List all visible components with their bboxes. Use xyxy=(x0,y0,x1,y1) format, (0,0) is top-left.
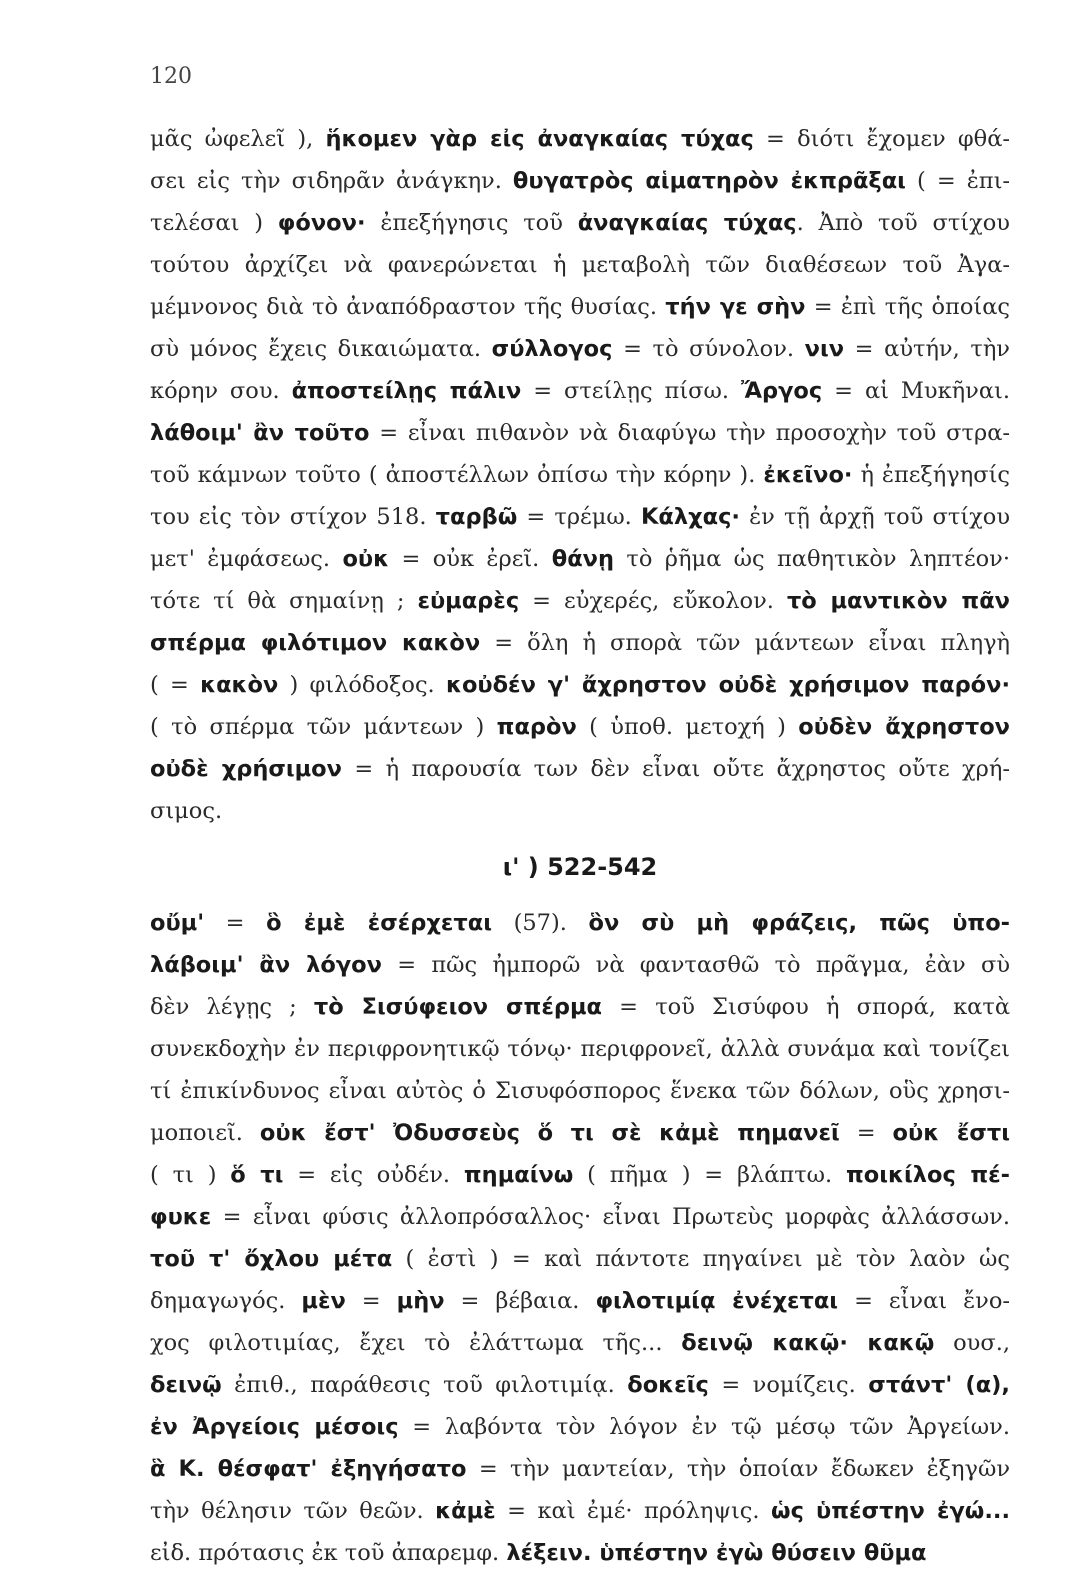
gloss-text: = ἐπὶ τῆς ὁποίας xyxy=(805,294,1010,320)
gloss-text: δημαγωγός. xyxy=(150,1288,302,1314)
text-line xyxy=(150,706,1010,748)
lemma-term: μὴν xyxy=(396,1288,445,1314)
section-heading: ι' ) 522-542 xyxy=(502,853,658,881)
gloss-text: κόρην σου. xyxy=(150,378,292,404)
gloss-text: ἐν τῇ ἀρχῇ τοῦ στίχου xyxy=(739,504,1010,530)
lemma-term: δεινῷ xyxy=(150,1372,222,1398)
lemma-term: ἐκεῖνο· xyxy=(763,462,853,488)
gloss-text: = τὴν μαντείαν, τὴν ὁποίαν ἔδωκεν ἐξηγῶν xyxy=(466,1456,1010,1482)
text-line xyxy=(150,944,1010,986)
gloss-text: σὺ μόνος ἔχεις δικαιώματα. xyxy=(150,336,492,362)
gloss-text: = εὐχερές, εὔκολον. xyxy=(519,588,787,614)
gloss-text: χος φιλοτιμίας, ἔχει τὸ ἐλάττωμα τῆς... xyxy=(150,1330,682,1356)
text-line xyxy=(150,202,1010,244)
lemma-term: μὲν xyxy=(301,1288,346,1314)
commentary-paragraph-1 xyxy=(150,118,1010,832)
gloss-text: = ἡ παρουσία των δὲν εἶναι οὔτε ἄχρηστος οὔτε χρή- xyxy=(341,756,1010,782)
gloss-text: = βέβαια. xyxy=(444,1288,596,1314)
lemma-term: ἃ Κ. θέσφατ' ἐξηγήσατο xyxy=(150,1456,467,1482)
lemma-term: πημαίνω xyxy=(463,1162,574,1188)
text-line xyxy=(150,1028,1010,1070)
lemma-term: σπέρμα φιλότιμον κακὸν xyxy=(150,630,481,656)
text-line xyxy=(150,1532,1010,1574)
lemma-term: κοὐδέν γ' ἄχρηστον οὐδὲ χρήσιμον παρόν· xyxy=(445,672,1010,698)
commentary-paragraph-2 xyxy=(150,902,1010,1574)
lemma-term: τοῦ τ' ὄχλου μέτα xyxy=(150,1246,393,1272)
gloss-text: = πῶς ἠμπορῶ νὰ φαντασθῶ τὸ πρᾶγμα, ἐὰν σὺ xyxy=(381,952,1010,978)
lemma-term: ὃ ἐμὲ ἐσέρχεται xyxy=(266,910,493,936)
gloss-text: συνεκδοχὴν ἐν περιφρονητικῷ τόνῳ· περιφρονεῖ, ἀλλὰ συνάμα καὶ τονίζει xyxy=(150,1036,1010,1062)
gloss-text: = τρέμω. xyxy=(517,504,641,530)
text-line xyxy=(150,748,1010,790)
lemma-term: φόνον· xyxy=(277,210,366,236)
text-line xyxy=(150,1490,1010,1532)
gloss-text: εἰδ. πρότασις ἐκ τοῦ ἀπαρεμφ. xyxy=(150,1540,507,1566)
gloss-text: . Ἀπὸ τοῦ στίχου xyxy=(796,210,1010,236)
text-line xyxy=(150,1280,1010,1322)
text-line xyxy=(150,1406,1010,1448)
lemma-term: κἀμὲ xyxy=(435,1498,496,1524)
gloss-text: τοῦ κάμνων τοῦτο ( ἀποστέλλων ὀπίσω τὴν κόρην ). xyxy=(150,462,764,488)
gloss-text: = εἶναι φύσις ἀλλοπρόσαλλος· εἶναι Πρωτεὺς μορφὰς ἀλλάσσων. xyxy=(211,1204,1010,1230)
text-line xyxy=(150,1448,1010,1490)
gloss-text: ) φιλόδοξος. xyxy=(278,672,446,698)
text-line xyxy=(150,986,1010,1028)
commentary-text xyxy=(150,118,1010,1574)
gloss-text: (57). xyxy=(492,910,589,936)
lemma-term: ἥκομεν γὰρ εἰς ἀναγκαίας τύχας xyxy=(325,126,754,152)
gloss-text: του εἰς τὸν στίχον 518. xyxy=(150,504,436,530)
gloss-text: = xyxy=(839,1120,893,1146)
lemma-term: ταρβῶ xyxy=(435,504,518,530)
gloss-text: ( ἐστὶ ) = καὶ πάντοτε πηγαίνει μὲ τὸν λαὸν ὡς xyxy=(392,1246,1010,1272)
text-line xyxy=(150,160,1010,202)
gloss-text: τί ἐπικίνδυνος εἶναι αὐτὸς ὁ Σισυφόσπορος ἕνεκα τῶν δόλων, οὓς χρησι- xyxy=(150,1078,1010,1104)
gloss-text: ἐπεξήγησις τοῦ xyxy=(365,210,578,236)
gloss-text: = εἰς οὐδέν. xyxy=(283,1162,464,1188)
gloss-text: = εἶναι ἔνο- xyxy=(838,1288,1010,1314)
gloss-text: = αἱ Μυκῆναι. xyxy=(822,378,1010,404)
lemma-term: παρὸν xyxy=(496,714,577,740)
page-number: 120 xyxy=(150,64,192,89)
gloss-text: = λαβόντα τὸν λόγον ἐν τῷ μέσῳ τῶν Ἀργείων. xyxy=(398,1414,1010,1440)
text-line xyxy=(150,1070,1010,1112)
gloss-text: μέμνονος διὰ τὸ ἀναπόδραστον τῆς θυσίας. xyxy=(150,294,666,320)
gloss-text: ( τι ) xyxy=(150,1162,231,1188)
text-line xyxy=(150,1322,1010,1364)
lemma-term: στάντ' (α), xyxy=(868,1372,1010,1398)
gloss-text: ( = xyxy=(150,672,201,698)
gloss-text: = ὅλη ἡ σπορὰ τῶν μάντεων εἶναι πληγὴ xyxy=(480,630,1010,656)
lemma-term: οὐδὲν ἄχρηστον xyxy=(798,714,1010,740)
lemma-term: ὃν σὺ μὴ φράζεις, πῶς ὑπο- xyxy=(588,910,1010,936)
gloss-text: ουσ., xyxy=(934,1330,1010,1356)
text-line xyxy=(150,412,1010,454)
text-line xyxy=(150,118,1010,160)
gloss-text: τὴν θέλησιν τῶν θεῶν. xyxy=(150,1498,436,1524)
lemma-term: οὐκ ἔστι xyxy=(892,1120,1010,1146)
gloss-text: = οὐκ ἐρεῖ. xyxy=(389,546,552,572)
gloss-text: μᾶς ὠφελεῖ ), xyxy=(150,126,326,152)
gloss-text: ἐπιθ., παράθεσις τοῦ φιλοτιμίᾳ. xyxy=(221,1372,628,1398)
lemma-term: ἐν Ἀργείοις μέσοις xyxy=(150,1414,399,1440)
gloss-text: = καὶ ἐμέ· πρόληψις. xyxy=(495,1498,772,1524)
text-line xyxy=(150,496,1010,538)
gloss-text: = νομίζεις. xyxy=(708,1372,869,1398)
lemma-term: ὅ τι xyxy=(230,1162,284,1188)
gloss-text: τὸ ῥῆμα ὡς παθητικὸν ληπτέον· xyxy=(614,546,1010,572)
lemma-term: Ἄργος xyxy=(740,378,823,404)
text-line xyxy=(150,454,1010,496)
lemma-term: τήν γε σὴν xyxy=(665,294,806,320)
text-line xyxy=(150,286,1010,328)
gloss-text: ( = ἐπι- xyxy=(905,168,1010,194)
gloss-text: = αὐτήν, τὴν xyxy=(844,336,1010,362)
lemma-term: κακὸν xyxy=(200,672,279,698)
lemma-term: δοκεῖς xyxy=(627,1372,709,1398)
text-line xyxy=(150,1112,1010,1154)
text-line xyxy=(150,1238,1010,1280)
lemma-term: θάνῃ xyxy=(551,546,614,572)
lemma-term: εὐμαρὲς xyxy=(417,588,520,614)
lemma-term: θυγατρὸς αἱματηρὸν ἐκπρᾶξαι xyxy=(512,168,906,194)
lemma-term: νιν xyxy=(804,336,845,362)
gloss-text: = xyxy=(204,910,267,936)
text-line xyxy=(150,538,1010,580)
lemma-term: λέξειν. ὑπέστην ἐγὼ θύσειν θῦμα xyxy=(506,1540,927,1566)
lemma-term: Κάλχας· xyxy=(640,504,740,530)
text-line xyxy=(150,1196,1010,1238)
gloss-text: ( πῆμα ) = βλάπτω. xyxy=(573,1162,846,1188)
lemma-term: σύλλογος xyxy=(491,336,613,362)
lemma-term: ποικίλος πέ- xyxy=(846,1162,1010,1188)
lemma-term: οὐκ xyxy=(342,546,390,572)
lemma-term: οὐκ ἔστ' Ὀδυσσεὺς ὅ τι σὲ κἀμὲ πημανεῖ xyxy=(259,1120,840,1146)
gloss-text: = στείλῃς πίσω. xyxy=(521,378,741,404)
gloss-text: ( τὸ σπέρμα τῶν μάντεων ) xyxy=(150,714,497,740)
text-line xyxy=(150,328,1010,370)
lemma-term: οὐδὲ χρήσιμον xyxy=(150,756,342,782)
gloss-text: ( ὑποθ. μετοχή ) xyxy=(576,714,799,740)
text-line xyxy=(150,622,1010,664)
text-line xyxy=(150,1364,1010,1406)
lemma-term: λάβοιμ' ἂν λόγον xyxy=(150,952,382,978)
lemma-term: ὡς ὑπέστην ἐγώ... xyxy=(771,1498,1010,1524)
gloss-text: τελέσαι ) xyxy=(150,210,278,236)
text-line xyxy=(150,902,1010,944)
lemma-term: λάθοιμ' ἂν τοῦτο xyxy=(150,420,370,446)
gloss-text: = διότι ἔχομεν φθά- xyxy=(753,126,1010,152)
gloss-text: τότε τί θὰ σημαίνῃ ; xyxy=(150,588,418,614)
text-line xyxy=(150,580,1010,622)
lemma-term: φυκε xyxy=(150,1204,212,1230)
gloss-text: τούτου ἀρχίζει νὰ φανερώνεται ἡ μεταβολὴ τῶν διαθέσεων τοῦ Ἀγα- xyxy=(150,252,1010,278)
lemma-term: οὔμ' xyxy=(150,910,205,936)
text-line xyxy=(150,244,1010,286)
gloss-text: σει εἰς τὴν σιδηρᾶν ἀνάγκην. xyxy=(150,168,513,194)
text-line xyxy=(150,790,1010,832)
gloss-text: μετ' ἐμφάσεως. xyxy=(150,546,343,572)
text-line xyxy=(150,1154,1010,1196)
lemma-term: φιλοτιμίᾳ ἐνέχεται xyxy=(595,1288,839,1314)
lemma-term: ἀναγκαίας τύχας xyxy=(577,210,797,236)
gloss-text: = xyxy=(345,1288,397,1314)
gloss-text: = εἶναι πιθανὸν νὰ διαφύγω τὴν προσοχὴν τοῦ στρα- xyxy=(369,420,1010,446)
lemma-term: τὸ μαντικὸν πᾶν xyxy=(786,588,1010,614)
gloss-text: δὲν λέγῃς ; xyxy=(150,994,314,1020)
gloss-text: μοποιεῖ. xyxy=(150,1120,260,1146)
text-line xyxy=(150,664,1010,706)
lemma-term: τὸ Σισύφειον σπέρμα xyxy=(313,994,602,1020)
text-line xyxy=(150,370,1010,412)
gloss-text: = τοῦ Σισύφου ἡ σπορά, κατὰ xyxy=(601,994,1010,1020)
lemma-term: δεινῷ κακῷ· κακῷ xyxy=(681,1330,935,1356)
lemma-term: ἀποστείλῃς πάλιν xyxy=(291,378,522,404)
gloss-text: = τὸ σύνολον. xyxy=(612,336,805,362)
gloss-text: σιμος. xyxy=(150,798,223,824)
gloss-text: ἡ ἐπεξήγησίς xyxy=(852,462,1010,488)
